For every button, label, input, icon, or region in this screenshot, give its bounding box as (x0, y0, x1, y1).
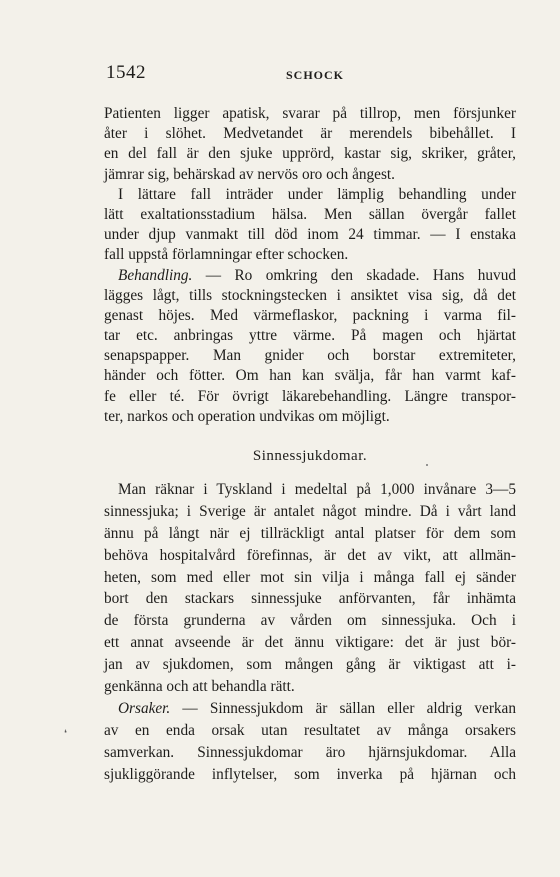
text-line: de första grunderna av vården om sinnessjuka. Och i (104, 612, 516, 630)
treatment-label: Behandling. (118, 266, 193, 284)
text-line: en del fall är den sjuke upprörd, kastar sig, skriker, gråter, (104, 145, 516, 163)
text-line (104, 266, 516, 286)
text-line: åter i slöhet. Medvetandet är merendels bibehållet. I (104, 125, 516, 143)
text-line: I lättare fall inträder under lämplig behandling under (118, 185, 516, 203)
text-line: heten, som med eller mot sin vilja i många fall ej sänder (104, 568, 516, 586)
text-line: behöva hospitalvård förefinnas, är det av vikt, att allmän- (104, 546, 516, 564)
text-line: lägges lågt, tills stockningstecken i ansiktet visa sig, då det (104, 286, 516, 304)
paragraph-prognosis (104, 185, 516, 266)
text-line: bort den stackars sinnessjuke anförvanten, får inhämta (104, 590, 516, 608)
text-line: Man räknar i Tyskland i medeltal på 1,000 invånare 3—5 (118, 481, 516, 498)
text-line: senapspapper. Man gnider och borstar extremiteter, (104, 347, 516, 365)
text-line: händer och fötter. Om han kan svälja, får han varmt kaf- (104, 367, 516, 385)
text-line: Patienten ligger apatisk, svarar på tillrop, men försjunker (104, 105, 516, 122)
text-line: ännu på långt när ej tillräckligt antal platser för dem som (104, 524, 516, 542)
margin-mark: ❛ (64, 728, 67, 738)
section-mental-illness (104, 479, 516, 785)
paragraph-causes (104, 698, 516, 786)
text-line: sjukliggörande inflytelser, som inverka på hjärnan och (104, 765, 516, 783)
text-line: jan av sjukdomen, som mången gång är viktigast att i- (104, 656, 516, 674)
text-line: under djup vanmakt till död inom 24 timmar. — I enstaka (104, 226, 516, 244)
section-heading: Sinnessjukdomar. (252, 448, 368, 464)
print-speck (426, 464, 428, 466)
text-line: samverkan. Sinnessjukdomar äro hjärnsjukdomar. Alla (104, 743, 516, 761)
causes-text: — Sinnessjukdom är sällan eller aldrig verkan (170, 699, 516, 717)
paragraph-prevalence (104, 479, 516, 698)
text-line: genkänna och att behandla rätt. (104, 678, 295, 696)
page-number: 1542 (106, 62, 146, 83)
text-line: jämrar sig, behärskad av nervös oro och ångest. (104, 165, 395, 183)
paragraph-treatment (104, 266, 516, 428)
text-line: fe eller té. För övrigt läkarebehandling. Längre transpor- (104, 387, 516, 405)
paragraph-symptoms (104, 104, 516, 185)
text-line: ett annat avseende är det ännu viktigare: det är just bör- (104, 634, 516, 652)
page-header (106, 62, 516, 86)
page-body (104, 104, 516, 785)
text-line: av en enda orsak utan resultatet av många orsakers (104, 721, 516, 739)
text-line: lätt exaltationsstadium hälsa. Men sällan övergår fallet (104, 205, 516, 223)
causes-label: Orsaker. (118, 699, 171, 717)
treatment-text: — Ro omkring den skadade. Hans huvud (192, 266, 516, 284)
text-line: ter, narkos och operation undvikas om möjligt. (104, 407, 390, 425)
text-line: tar etc. anbringas yttre värme. På magen och hjärtat (104, 327, 516, 345)
text-line: genast höjes. Med värmeflaskor, packning i varma fil- (104, 306, 516, 324)
text-line: fall uppstå förlamningar efter schocken. (104, 246, 349, 264)
text-line (104, 698, 516, 720)
text-line: sinnessjuka; i Sverige är antalet något mindre. Då i vårt land (104, 502, 516, 520)
running-head: SCHOCK (286, 68, 345, 82)
